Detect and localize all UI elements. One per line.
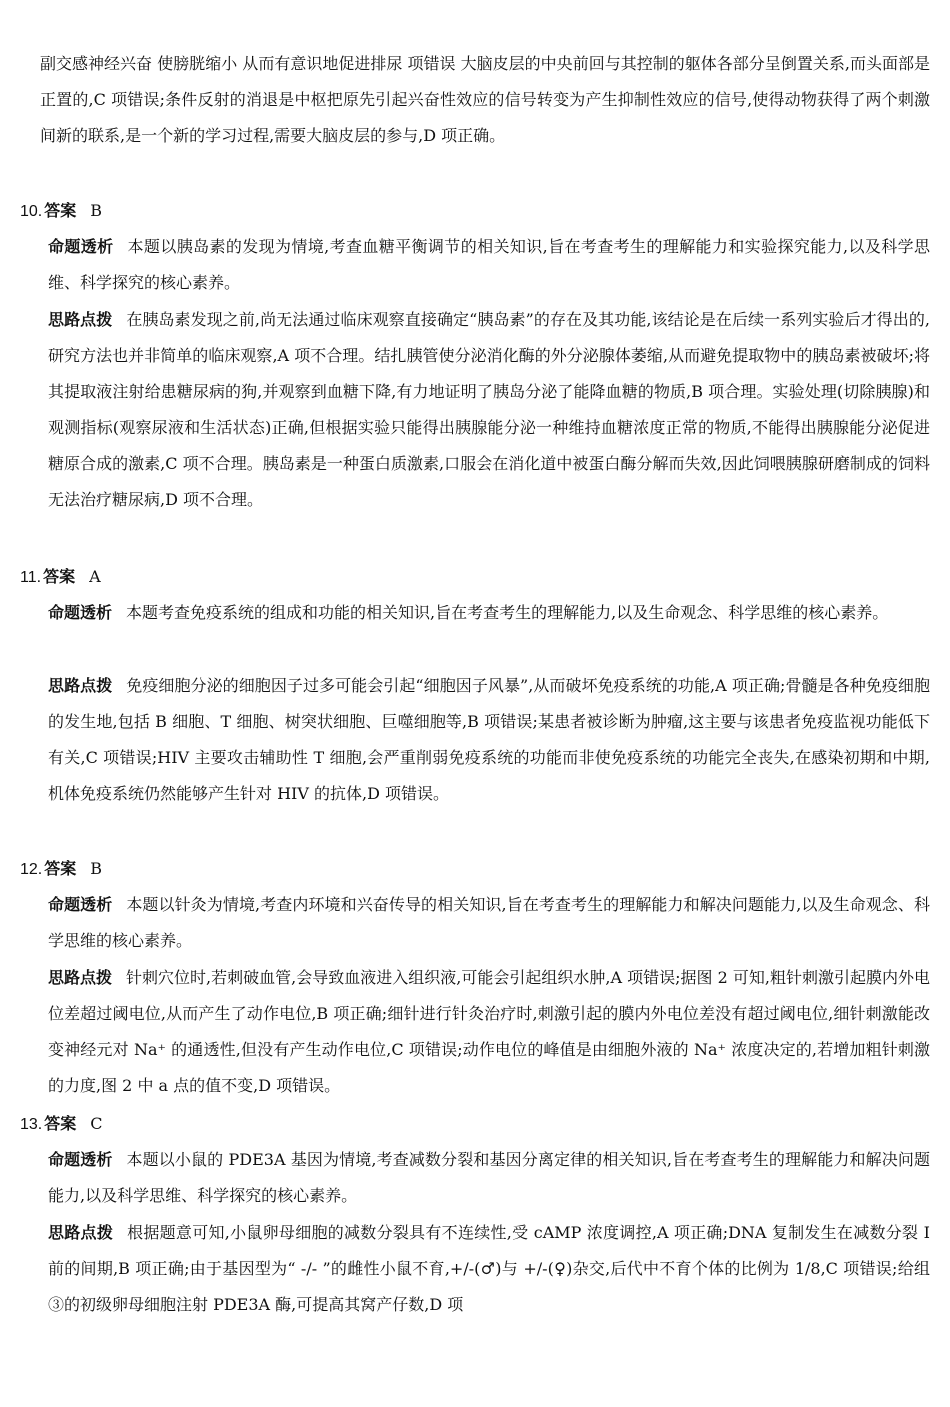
q12-hint-label: 思路点拨 — [48, 968, 113, 987]
q12-hint-text: 针刺穴位时,若刺破血管,会导致血液进入组织液,可能会引起组织水肿,A 项错误;据图 2 可知,粗针刺激引起膜内外电位差超过阈电位,从而产生了动作电位,B 项正确;细针进行针灸治疗时,刺激引起的膜内外电位差没有超过阈电位,细针刺激能改变神经元对 Na⁺ 的通透性,但没有产生动作电位,C 项错误;动作电位的峰值是由细胞外液的 Na⁺ 浓度决定的,若增加粗针刺激的力度,图 2 中 a 点的值不变,D 项错误。 — [48, 968, 930, 1095]
q13-analysis-text: 本题以小鼠的 PDE3A 基因为情境,考查减数分裂和基因分离定律的相关知识,旨在考查考生的理解能力和解决问题能力,以及科学思维、科学探究的核心素养。 — [48, 1150, 930, 1205]
q13-hint — [48, 1215, 930, 1323]
q11-answer-label: 答案 — [43, 567, 76, 586]
q10-hint-text: 在胰岛素发现之前,尚无法通过临床观察直接确定“胰岛素”的存在及其功能,该结论是在后续一系列实验后才得出的,研究方法也并非简单的临床观察,A 项不合理。结扎胰管使分泌消化酶的外分泌腺体萎缩,从而避免提取物中的胰岛素被破坏;将其提取液注射给患糖尿病的狗,并观察到血糖下降,有力地证明了胰岛分泌了能降血糖的物质,B 项合理。实验处理(切除胰腺)和观测指标(观察尿液和生活状态)正确,但根据实验只能得出胰腺能分泌一种维持血糖浓度正常的物质,不能得出胰腺能分泌促进糖原合成的激素,C 项不合理。胰岛素是一种蛋白质激素,口服会在消化道中被蛋白酶分解而失效,因此饲喂胰腺研磨制成的饲料无法治疗糖尿病,D 项不合理。 — [48, 310, 930, 509]
q12-analysis-label: 命题透析 — [48, 895, 113, 914]
q13-answer-line — [20, 1106, 103, 1143]
q13-analysis — [48, 1142, 930, 1214]
q10-hint-label: 思路点拨 — [48, 310, 113, 329]
q11-number: 11. — [20, 569, 42, 586]
q11-analysis-text: 本题考查免疫系统的组成和功能的相关知识,旨在考查考生的理解能力,以及生命观念、科学思维的核心素养。 — [126, 603, 889, 622]
q11-answer-line — [20, 559, 101, 596]
q13-answer-value: C — [90, 1114, 103, 1133]
q13-number: 13. — [20, 1116, 43, 1133]
q10-analysis-label: 命题透析 — [48, 237, 114, 256]
q13-hint-label: 思路点拨 — [48, 1223, 114, 1242]
q11-hint-label: 思路点拨 — [48, 676, 113, 695]
q11-answer-value: A — [89, 567, 101, 586]
q11-analysis-label: 命题透析 — [48, 603, 113, 622]
q11-analysis — [48, 595, 930, 631]
q12-number: 12. — [20, 861, 43, 878]
q10-answer-line — [20, 193, 102, 230]
q13-analysis-label: 命题透析 — [48, 1150, 113, 1169]
q12-hint — [48, 960, 930, 1104]
q12-analysis — [48, 887, 930, 959]
q10-hint — [48, 302, 930, 518]
q10-analysis-text: 本题以胰岛素的发现为情境,考查血糖平衡调节的相关知识,旨在考查考生的理解能力和实验探究能力,以及科学思维、科学探究的核心素养。 — [48, 237, 930, 292]
q13-hint-text: 根据题意可知,小鼠卵母细胞的减数分裂具有不连续性,受 cAMP 浓度调控,A 项正确;DNA 复制发生在减数分裂 Ⅰ 前的间期,B 项正确;由于基因型为“ -/- ”的雌性小鼠不育,+/-(♂)与 +/-(♀)杂交,后代中不育个体的比例为 1/8,C 项错误;给组③的初级卵母细胞注射 PDE3A 酶,可提高其窝产仔数,D 项 — [48, 1223, 930, 1314]
q10-analysis — [48, 229, 930, 301]
q10-answer-value: B — [90, 201, 103, 220]
q12-answer-line — [20, 851, 102, 888]
q10-number: 10. — [20, 203, 43, 220]
q12-answer-label: 答案 — [44, 859, 77, 878]
q11-hint — [48, 668, 930, 812]
q10-answer-label: 答案 — [44, 201, 77, 220]
q12-analysis-text: 本题以针灸为情境,考查内环境和兴奋传导的相关知识,旨在考查考生的理解能力和解决问题能力,以及生命观念、科学思维的核心素养。 — [48, 895, 930, 950]
q11-hint-text: 免疫细胞分泌的细胞因子过多可能会引起“细胞因子风暴”,从而破坏免疫系统的功能,A 项正确;骨髓是各种免疫细胞的发生地,包括 B 细胞、T 细胞、树突状细胞、巨噬细胞等,B 项错误;某患者被诊断为肿瘤,这主要与该患者免疫监视功能低下有关,C 项错误;HIV 主要攻击辅助性 T 细胞,会严重削弱免疫系统的功能而非使免疫系统的功能完全丧失,在感染初期和中期,机体免疫系统仍然能够产生针对 HIV 的抗体,D 项错误。 — [48, 676, 930, 803]
q13-answer-label: 答案 — [44, 1114, 77, 1133]
intro-paragraph: 副交感神经兴奋 使膀胱缩小 从而有意识地促进排尿 项错误 大脑皮层的中央前回与其控制的躯体各部分呈倒置关系,而头面部是正置的,C 项错误;条件反射的消退是中枢把原先引起兴奋性效应的信号转变为产生抑制性效应的信号,使得动物获得了两个刺激间新的联系,是一个新的学习过程,需要大脑皮层的参与,D 项正确。 — [40, 54, 930, 145]
q12-answer-value: B — [90, 859, 103, 878]
